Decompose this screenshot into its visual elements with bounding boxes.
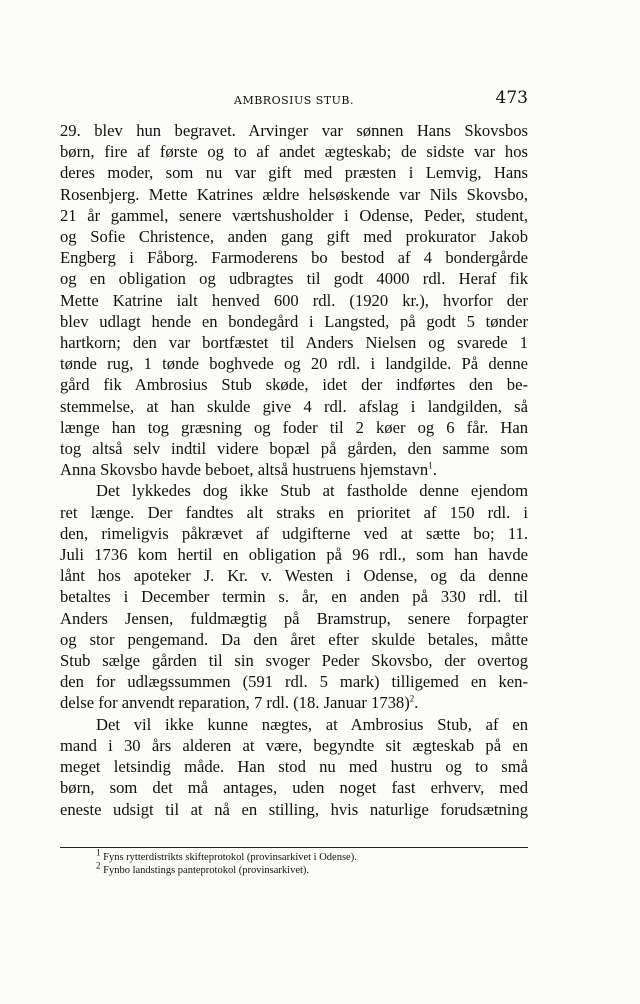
text-line: Juli 1736 kom hertil en obligation på 96 rdl., som han havde (60, 545, 528, 565)
text-line: mand i 30 års alderen at være, begyndte sit ægteskab på en (60, 735, 528, 755)
footnotes (96, 847, 526, 877)
text-line: den for udlægssummen (591 rdl. 5 mark) tilligemed en ken- (60, 672, 528, 692)
footnote-ref-1: 1 (428, 460, 433, 471)
footnote-2 (96, 860, 526, 877)
text-line: og stor pengemand. Da den året efter skulde betales, måtte (60, 629, 528, 649)
text-line: børn, fire af første og to af andet ægteskab; de sidste var hos (60, 142, 528, 162)
running-head: AMBROSIUS STUB. (234, 94, 354, 107)
text-line: tog altså selv indtil videre bopæl på gården, den samme som (60, 439, 528, 459)
text-line: meget letsindig måde. Han stod nu med hustru og to små (60, 757, 528, 777)
text-line: den, rimeligvis påkrævet af udgifterne ved at sætte bo; 11. (60, 523, 528, 543)
text-line: 21 år gammel, senere værtshusholder i Odense, Peder, student, (60, 205, 528, 225)
text-line: og en obligation og udbragtes til godt 4000 rdl. Heraf fik (60, 269, 528, 289)
text-line-last: Anna Skovsbo havde beboet, altså hustruens hjemstavn$^1$. (60, 460, 437, 480)
page-header (60, 88, 528, 112)
text-line: Det vil ikke kunne nægtes, at Ambrosius Stub, af en (96, 714, 528, 734)
text-line: stemmelse, at han skulde give 4 rdl. afslag i landgilden, så (60, 396, 528, 416)
text-line: Mette Katrine ialt henved 600 rdl. (1920 kr.), hvorfor der (60, 290, 528, 310)
footnote-marker: 1 (96, 847, 101, 858)
footnote-marker: 2 (96, 860, 101, 871)
text-line: ret længe. Der fandtes alt straks en prioritet af 150 rdl. i (60, 502, 528, 522)
text-line: gård fik Ambrosius Stub skøde, idet der indførtes den be- (60, 375, 528, 395)
footnote-text: Fyns rytterdistrikts skifteprotokol (provinsarkivet i Odense). (103, 852, 357, 863)
text-line: Rosenbjerg. Mette Katrines ældre helsøskende var Nils Skovsbo, (60, 184, 528, 204)
text-line-content: Anna Skovsbo havde beboet, altså hustruens hjemstavn (60, 460, 429, 480)
text-line: blev udlagt hende en bondegård i Langsted, på godt 5 tønder (60, 311, 528, 331)
page-number: 473 (495, 88, 528, 108)
footnote-ref-2: 2 (409, 693, 415, 704)
body-text (60, 120, 528, 820)
text-line-last: delse for anvendt reparation, 7 rdl. (18. Januar 1738)$^2$. (60, 693, 419, 713)
text-line-content: delse for anvendt reparation, 7 rdl. (18. Januar 1738) (60, 693, 410, 713)
text-line: deres moder, som nu var gift med præsten i Lemvig, Hans (60, 163, 528, 183)
text-line: eneste udsigt til at nå en stilling, hvis naturlige forudsætning (60, 799, 528, 819)
text-line: Engberg i Fåborg. Farmoderens bo bestod af 4 bondergårde (60, 248, 528, 268)
text-line: Stub sælge gården til sin svoger Peder Skovsbo, der overtog (60, 651, 528, 671)
text-line: længe han tog græsning og foder til 2 køer og 6 får. Han (60, 417, 528, 437)
paragraph-2 (60, 480, 528, 713)
text-line: 29. blev hun begravet. Arvinger var sønnen Hans Skovsbos (60, 121, 528, 140)
footnote-text: Fynbo landstings panteprotokol (provinsarkivet). (103, 865, 310, 876)
paragraph-1 (60, 120, 528, 480)
text-line: hartkorn; den var bortfæstet til Anders Nielsen og svarede 1 (60, 333, 528, 353)
text-line: børn, som det må antages, uden noget fast erhverv, med (60, 778, 528, 798)
footnote-1 (96, 847, 526, 864)
text-line: tønde rug, 1 tønde boghvede og 20 rdl. i landgilde. På denne (60, 354, 528, 374)
text-line: Det lykkedes dog ikke Stub at fastholde denne ejendom (96, 481, 528, 501)
text-line: og Sofie Christence, anden gang gift med prokurator Jakob (60, 227, 528, 247)
text-line: betaltes i December termin s. år, en anden på 330 rdl. til (60, 587, 528, 607)
text-line: Anders Jensen, fuldmægtig på Bramstrup, senere forpagter (60, 608, 528, 628)
text-line: lånt hos apoteker J. Kr. v. Westen i Odense, og da denne (60, 566, 528, 586)
footnote-divider (60, 847, 528, 848)
paragraph-3 (60, 714, 528, 820)
